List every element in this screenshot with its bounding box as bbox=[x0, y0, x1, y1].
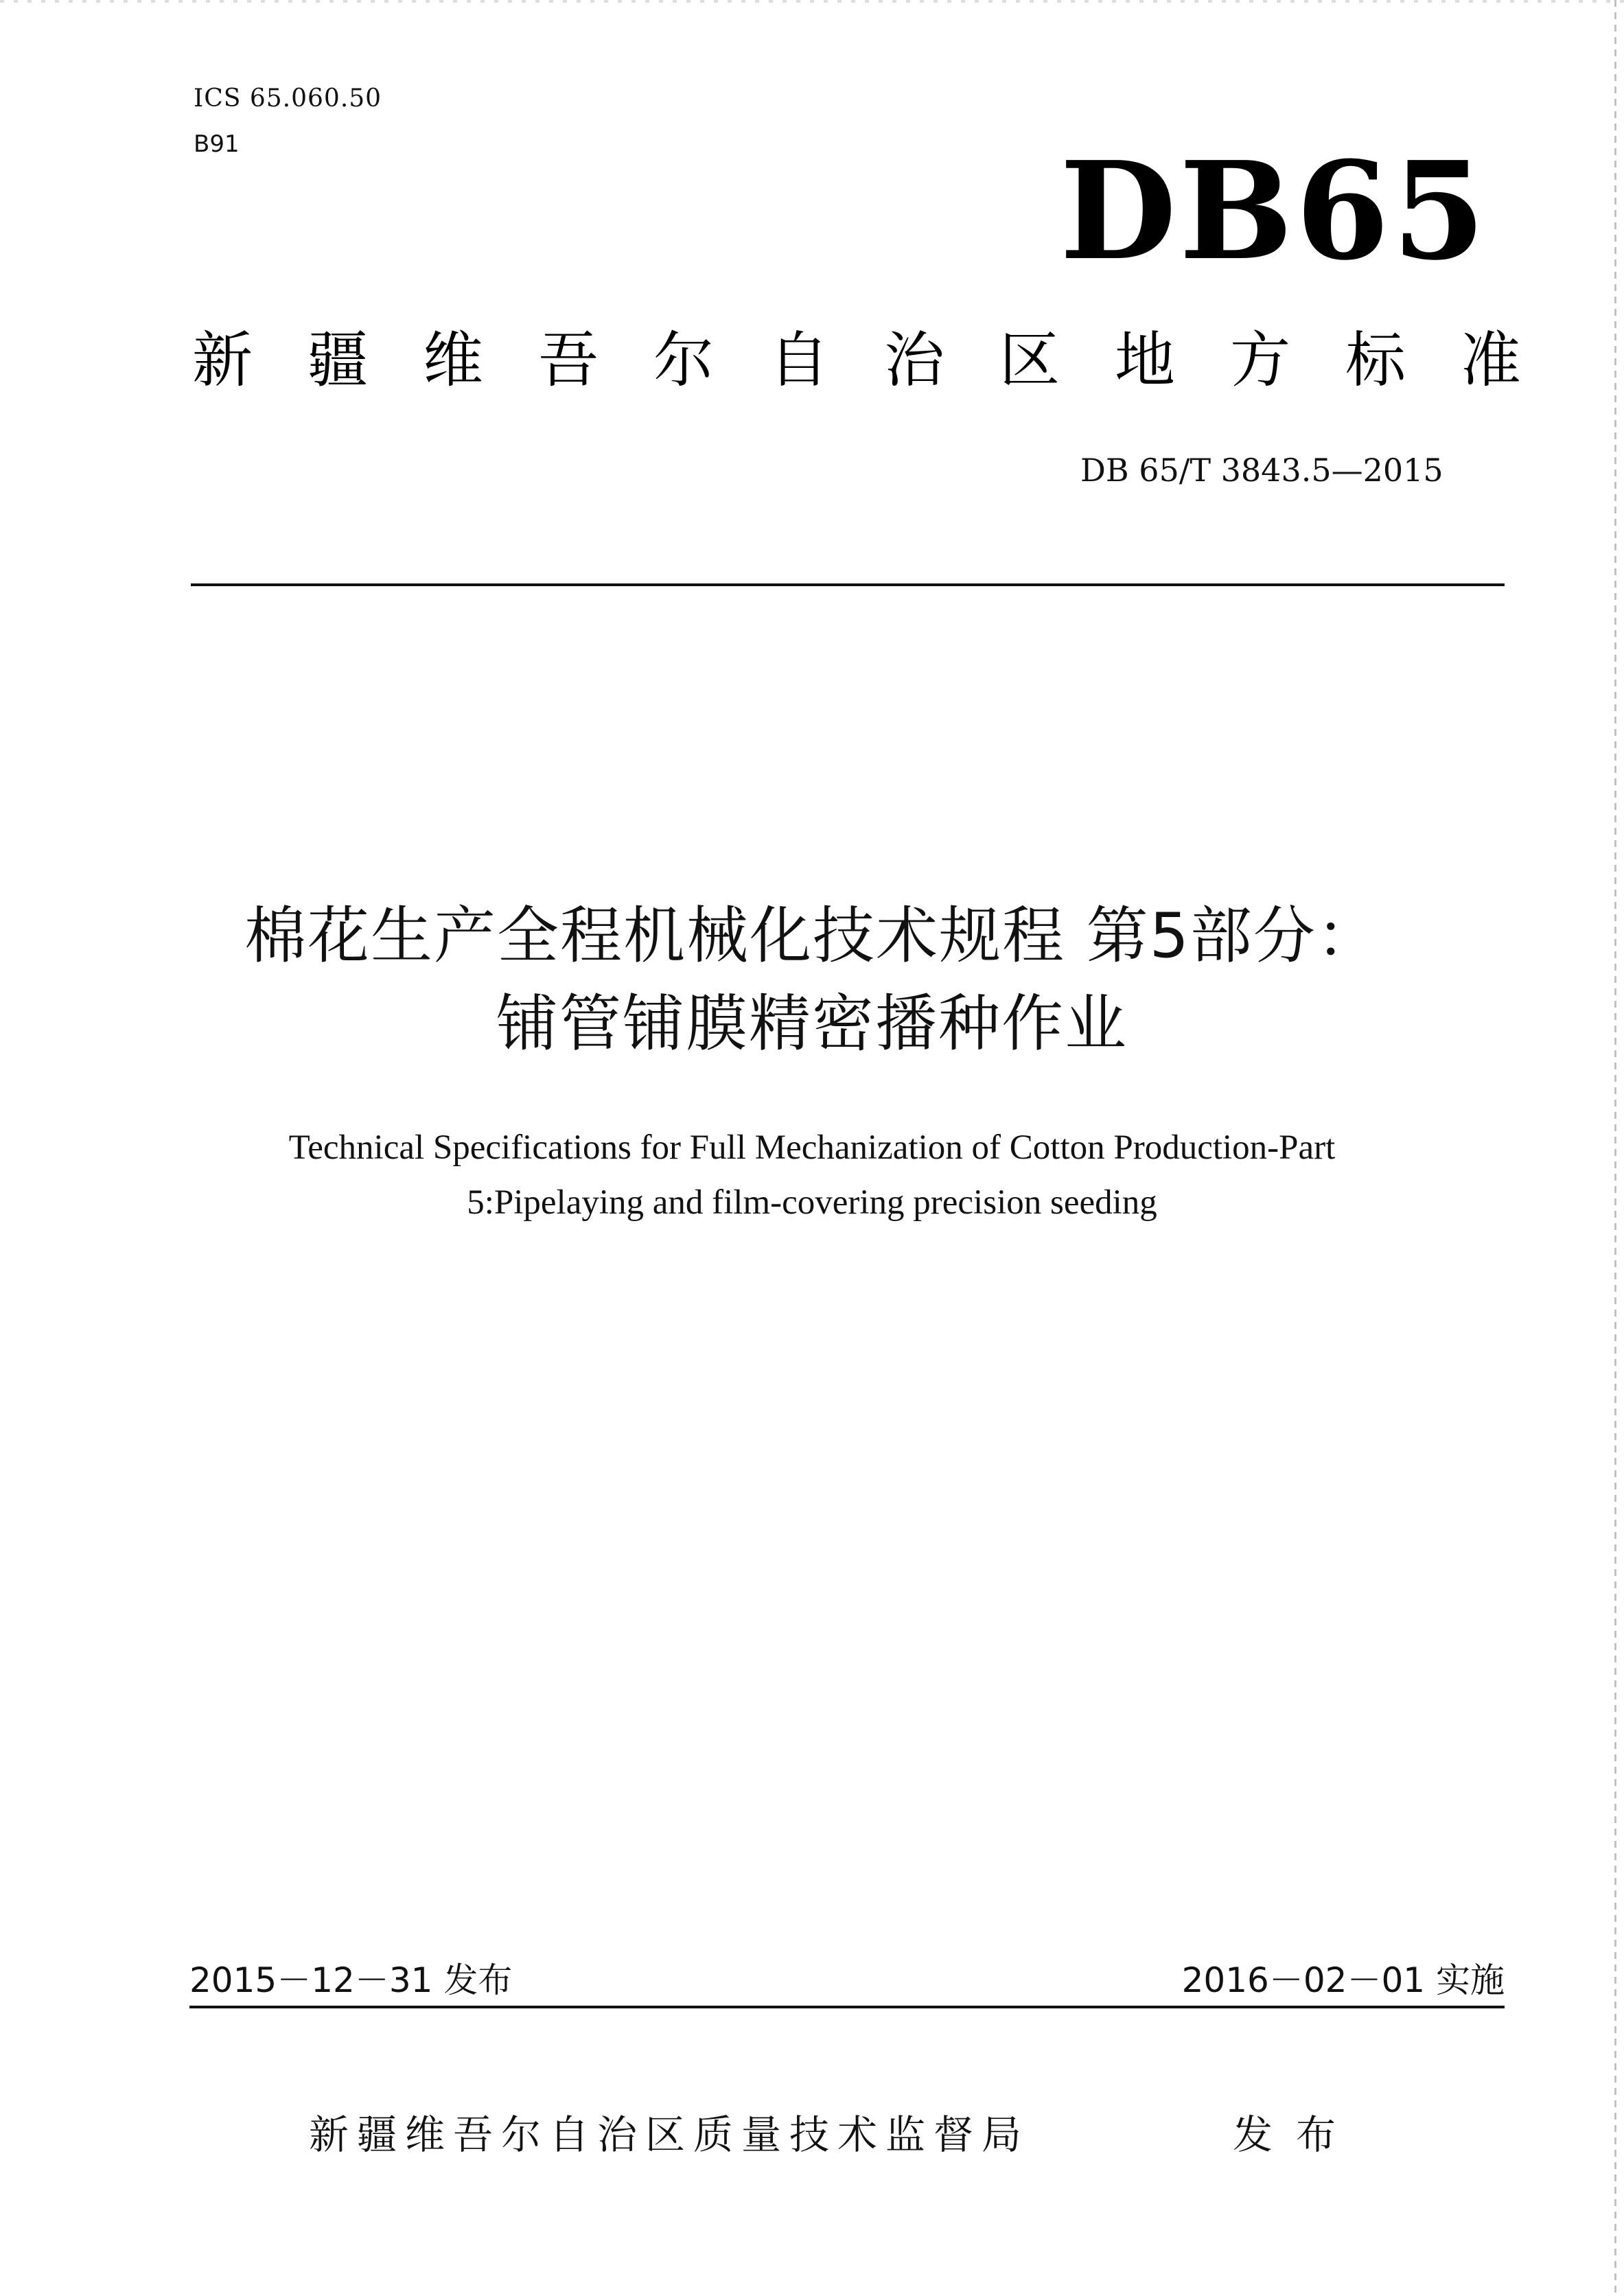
db-code-logo: DB65 bbox=[1060, 132, 1489, 290]
chinese-title-line-2: 铺管铺膜精密播种作业 bbox=[496, 988, 1128, 1060]
english-title-line-2: 5:Pipelaying and film-covering precision seeding bbox=[467, 1183, 1157, 1222]
standard-number: DB 65/T 3843.5—2015 bbox=[1080, 452, 1443, 489]
english-title-line-1: Technical Specifications for Full Mechanization of Cotton Production-Part bbox=[288, 1128, 1336, 1167]
classification-code: B91 bbox=[194, 130, 240, 158]
scan-edge-top bbox=[0, 0, 1624, 3]
chinese-title bbox=[0, 892, 1624, 1068]
issued-label: 发布 bbox=[1233, 2111, 1360, 2158]
english-title bbox=[0, 1120, 1624, 1230]
chinese-title-line-1: 棉花生产全程机械化技术规程 第5部分： bbox=[244, 900, 1380, 972]
standard-type-heading: 新疆维吾尔自治区地方标准 bbox=[192, 325, 1577, 395]
top-divider bbox=[191, 583, 1505, 586]
ics-code: ICS 65.060.50 bbox=[194, 84, 382, 113]
issue-date: 2015－12－31 发布 bbox=[189, 1960, 513, 2000]
issuing-authority: 新疆维吾尔自治区质量技术监督局 bbox=[309, 2111, 1030, 2158]
effective-date: 2016－02－01 实施 bbox=[1181, 1960, 1505, 2000]
bottom-divider bbox=[189, 2006, 1505, 2008]
